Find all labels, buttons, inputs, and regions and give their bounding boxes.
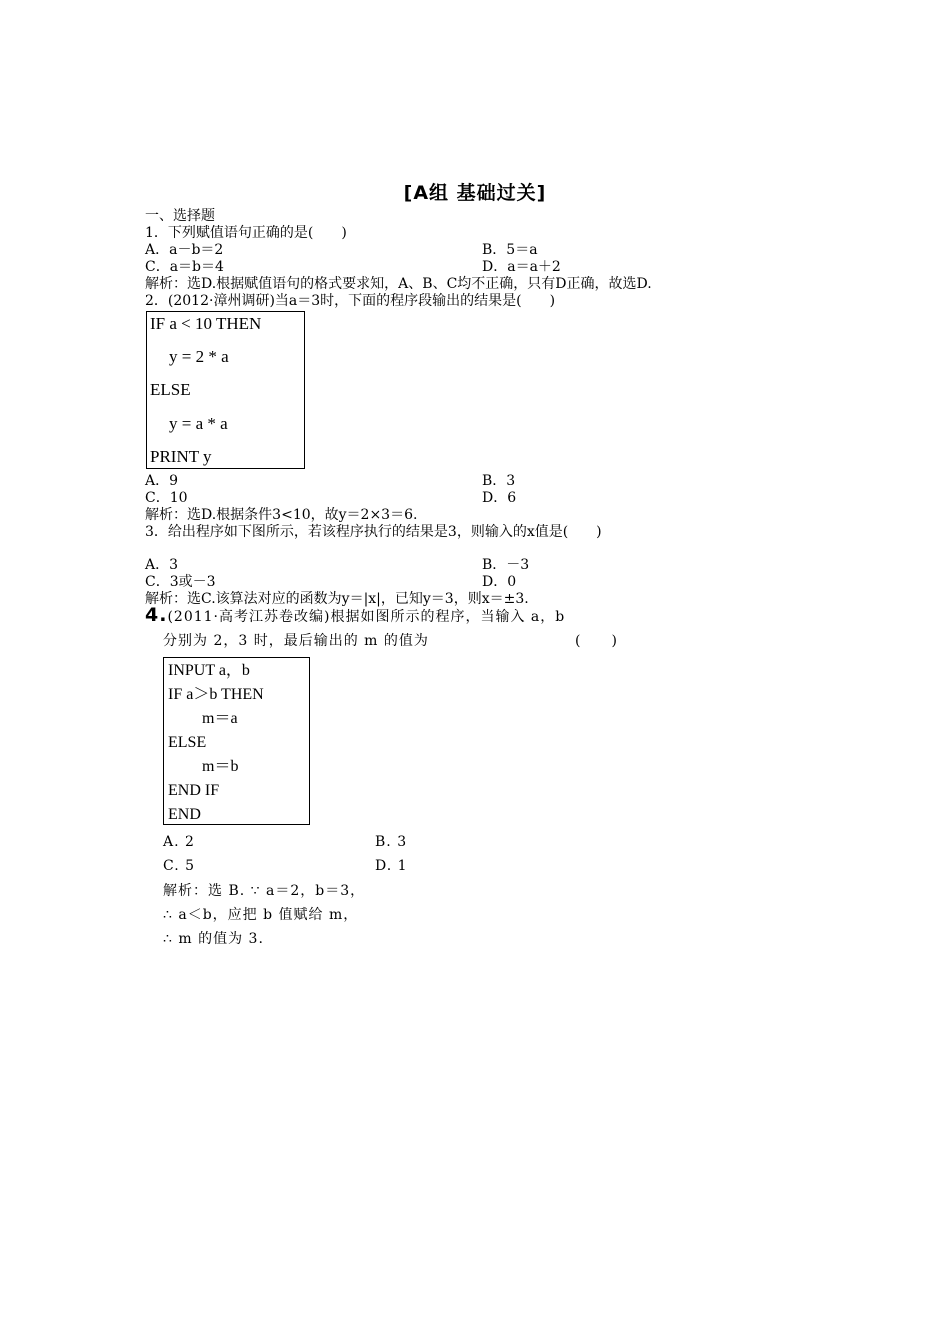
q4-analysis-line-1: 解析：选 B. ∵ a＝2，b＝3， [163, 883, 366, 899]
q4-code-line-7: END [168, 806, 201, 823]
q1-option-b: B．5＝a [482, 242, 538, 258]
q2-option-a: A．9 [145, 473, 179, 489]
q3-stem: 3．给出程序如下图所示，若该程序执行的结果是3，则输入的x值是( ) [145, 524, 602, 540]
q2-code-line-4: y = a * a [169, 414, 228, 433]
q4-code-line-5: m＝b [202, 758, 239, 775]
q4-analysis-line-2: ∴ a＜b，应把 b 值赋给 m， [163, 907, 359, 923]
q2-analysis: 解析：选D.根据条件3<10，故y＝2×3＝6. [145, 507, 418, 523]
q4-option-c: C. 5 [163, 858, 196, 874]
q2-option-d: D．6 [482, 490, 517, 506]
q3-option-a: A．3 [145, 557, 179, 573]
q2-stem: 2．(2012·漳州调研)当a＝3时，下面的程序段输出的结果是( ) [145, 293, 556, 309]
q3-analysis: 解析：选C.该算法对应的函数为y＝|x|，已知y＝3，则x＝±3. [145, 591, 529, 607]
q4-option-a: A. 2 [163, 834, 195, 850]
q4-code-line-6: END IF [168, 782, 220, 799]
q4-code-line-3: m＝a [202, 710, 238, 727]
q4-code-box [163, 657, 310, 825]
q3-option-c: C．3或－3 [145, 574, 216, 590]
q4-analysis-line-3: ∴ m 的值为 3. [163, 931, 264, 947]
q4-stem-rest: 根据如图所示的程序，当输入 a，b [330, 609, 566, 625]
q4-option-b: B. 3 [375, 834, 408, 850]
q4-number: 4. [145, 604, 168, 626]
q4-source: (2011·高考江苏卷改编) [167, 609, 331, 625]
q2-code-line-3: ELSE [150, 380, 191, 399]
page-title: [A组 基础过关] [403, 182, 547, 204]
q1-option-a: A．a－b＝2 [145, 242, 224, 258]
section-heading: 一、选择题 [145, 208, 215, 224]
q4-code-line-2: IF a＞b THEN [168, 686, 264, 703]
q1-stem: 1．下列赋值语句正确的是( ) [145, 225, 347, 241]
q4-option-d: D. 1 [375, 858, 408, 874]
q4-code-line-1: INPUT a，b [168, 662, 250, 679]
q2-code-line-5: PRINT y [150, 447, 212, 466]
q3-option-b: B．－3 [482, 557, 530, 573]
q3-option-d: D．0 [482, 574, 517, 590]
q4-stem-line-2: 分别为 2，3 时，最后输出的 m 的值为 [163, 633, 429, 649]
q4-code-line-4: ELSE [168, 734, 207, 751]
q2-code-line-1: IF a < 10 THEN [150, 314, 262, 333]
q2-code-line-2: y = 2 * a [169, 347, 229, 366]
q2-option-b: B．3 [482, 473, 516, 489]
q2-code-box [146, 311, 305, 469]
q1-analysis: 解析：选D.根据赋值语句的格式要求知，A、B、C均不正确，只有D正确，故选D. [145, 276, 652, 292]
q1-option-c: C．a＝b＝4 [145, 259, 224, 275]
q4-answer-paren: ( ) [575, 633, 618, 649]
q2-option-c: C．10 [145, 490, 188, 506]
q1-option-d: D．a＝a＋2 [482, 259, 561, 275]
q4-stem-line-1 [145, 604, 566, 626]
